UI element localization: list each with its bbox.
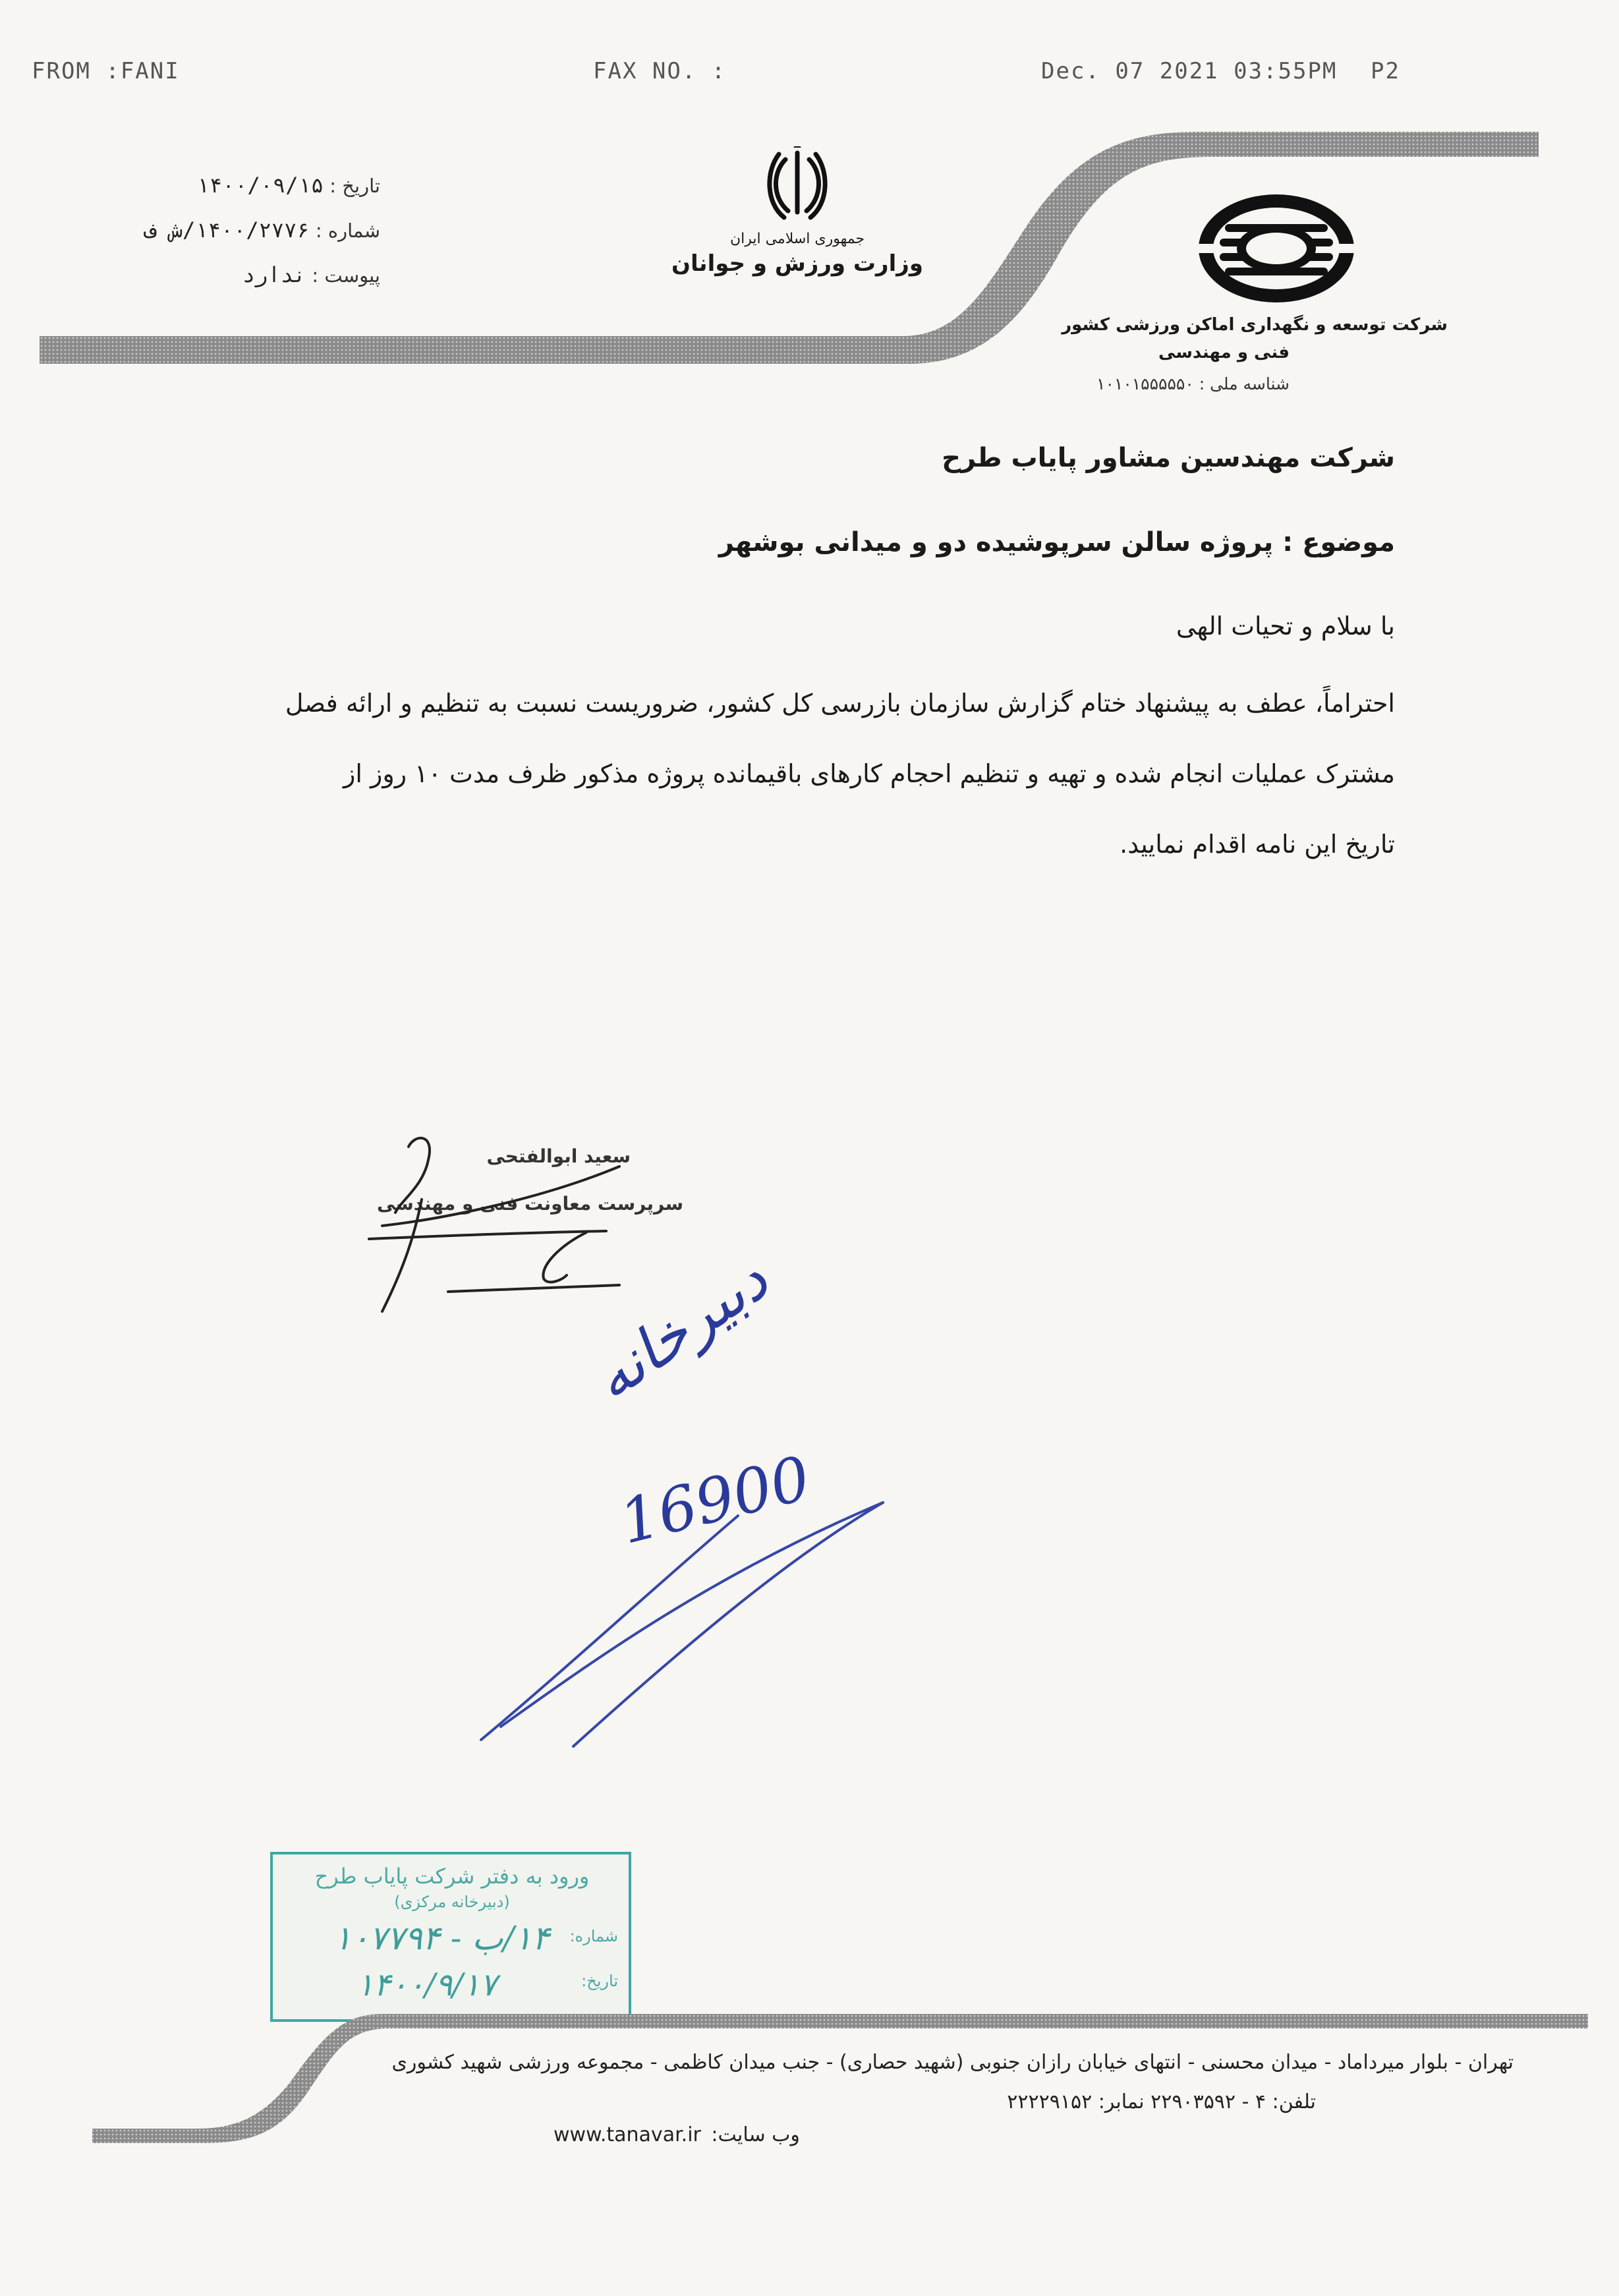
- attachment-label: پیوست :: [312, 264, 380, 287]
- recipient: شرکت مهندسین مشاور پایاب طرح: [942, 443, 1395, 473]
- fax-page: P2: [1371, 58, 1400, 84]
- number-value: ۱۴۰۰/۲۷۷۶/ش ف: [144, 217, 310, 243]
- republic-label: جمهوری اسلامی ایران: [729, 231, 865, 247]
- greeting: با سلام و تحیات الهی: [1176, 612, 1395, 641]
- fax-number: FAX NO. :: [593, 58, 727, 84]
- body-line-3: تاریخ این نامه اقدام نمایید.: [1120, 830, 1395, 859]
- date-field: [38, 173, 380, 198]
- handwritten-number: 16900: [613, 1443, 817, 1558]
- stamp-number-value: ۱۴/ب - ۱۰۷۷۹۴: [333, 1919, 550, 1957]
- footer-website-label: وب سایت:: [711, 2123, 800, 2146]
- stamp-number-label: شماره:: [569, 1927, 618, 1945]
- handwritten-scribble: [461, 1476, 923, 1753]
- company-logo-icon: [1196, 191, 1357, 306]
- number-label: شماره :: [315, 219, 380, 242]
- body-line-2: مشترک عملیات انجام شده و تهیه و تنظیم احجام کارهای باقیمانده پروژه مذکور ظرف مدت ۱۰ روز از: [343, 759, 1395, 788]
- attachment-field: [38, 262, 380, 287]
- date-label: تاریخ :: [329, 175, 380, 197]
- signer-name: سعید ابوالفتحی: [486, 1145, 631, 1167]
- footer-phones: تلفن: ۴ - ۲۲۹۰۳۵۹۲ نمابر: ۲۲۲۲۹۱۵۲: [1007, 2090, 1316, 2113]
- date-value: ۱۴۰۰/۰۹/۱۵: [196, 173, 324, 198]
- signature-scribble: [343, 1120, 672, 1331]
- fax-datetime: Dec. 07 2021 03:55PM: [1041, 58, 1338, 84]
- stamp-subtitle: (دبیرخانه مرکزی): [394, 1893, 510, 1911]
- footer-address: تهران - بلوار میرداماد - میدان محسنی - انتهای خیابان رازان جنوبی (شهید حصاری) - جنب میدان کاظمی - مجموعه ورزشی شهید کشوری: [391, 2051, 1514, 2074]
- company-department: فنی و مهندسی: [1158, 343, 1290, 362]
- signer-title: سرپرست معاونت فنی و مهندسی: [376, 1193, 683, 1215]
- ministry-name: وزارت ورزش و جوانان: [671, 250, 923, 277]
- national-id: شناسه ملی : ۱۰۱۰۱۵۵۵۵۵۰: [1096, 374, 1290, 393]
- body-line-1: احتراماً، عطف به پیشنهاد ختام گزارش سازمان بازرسی کل کشور، ضروریست نسبت به تنظیم و ارائه فصل: [285, 689, 1395, 718]
- stamp-date-label: تاریخ:: [581, 1972, 618, 1990]
- stamp-date-value: ۱۴۰۰/۹/۱۷: [356, 1966, 497, 2003]
- number-field: [38, 217, 380, 243]
- attachment-value: ندارد: [242, 262, 306, 287]
- company-name: شرکت توسعه و نگهداری اماکن ورزشی کشور: [1062, 315, 1448, 335]
- iran-emblem-icon: [764, 146, 830, 225]
- handwritten-note: دبیرخانه: [580, 1244, 781, 1415]
- footer-website-group: [554, 2123, 800, 2146]
- subject: موضوع : پروژه سالن سرپوشیده دو و میدانی بوشهر: [718, 527, 1395, 558]
- footer-website[interactable]: www.tanavar.ir: [554, 2123, 701, 2146]
- fax-from: FROM :FANI: [32, 58, 180, 84]
- stamp-title: ورود به دفتر شرکت پایاب طرح: [314, 1864, 590, 1889]
